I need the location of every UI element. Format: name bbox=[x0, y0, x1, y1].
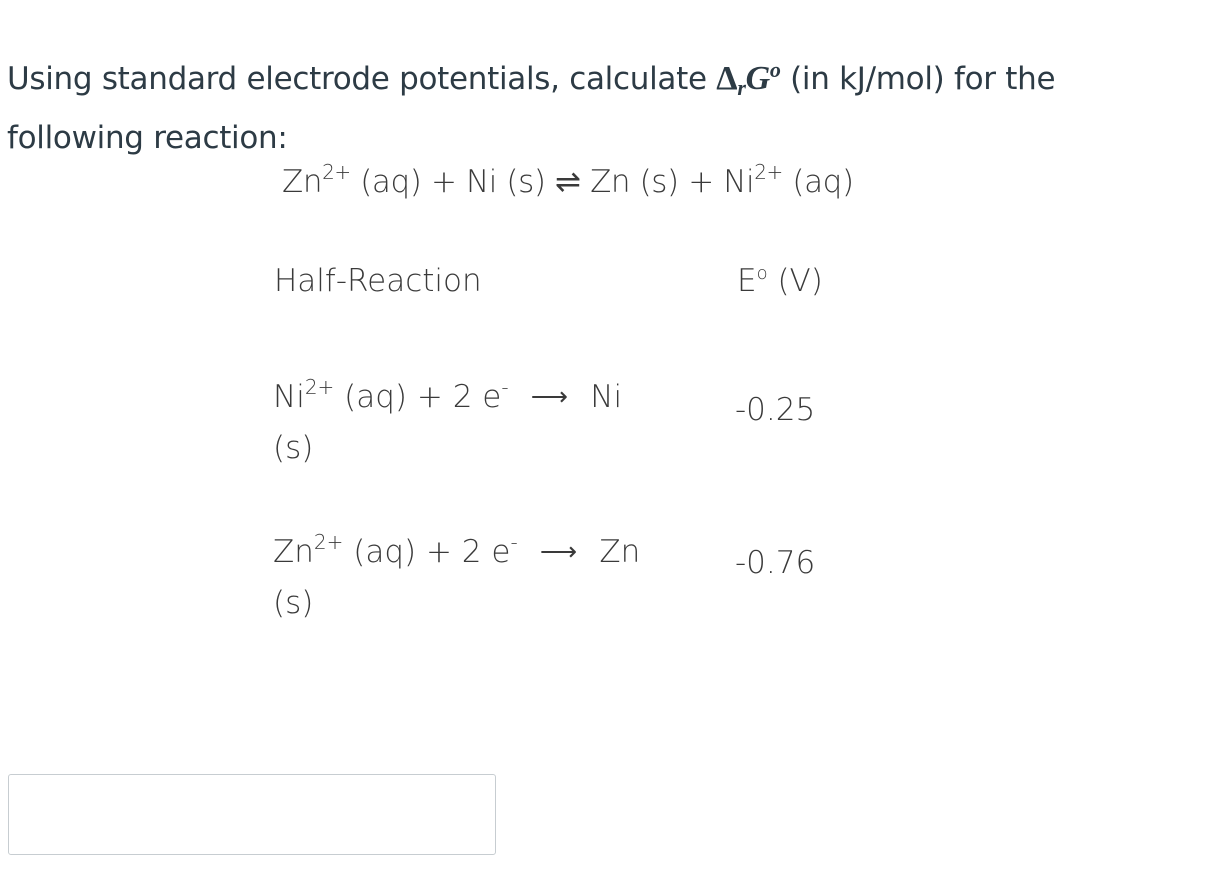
question-line2: following reaction: bbox=[7, 120, 288, 156]
overall-reaction: $Zn^{2+}$ (aq) + Ni (s) ⇌ Zn $(s) + Ni^{2+}$ (aq) bbox=[282, 160, 854, 200]
header-half-reaction: Half-Reaction bbox=[274, 263, 482, 299]
half-reaction-nickel: $Ni^{2+}$ (aq) + 2 e- ⟶ Ni (s) bbox=[273, 362, 673, 474]
arrow-right-icon: ⟶ bbox=[530, 382, 569, 412]
question-text bbox=[7, 44, 1187, 164]
arrow-right-icon: ⟶ bbox=[539, 537, 578, 567]
half-reaction-zinc: $Zn^{2+}$ (aq) + 2 e- ⟶ Zn (s) bbox=[273, 517, 673, 629]
question-prefix: Using standard electrode potentials, calculate bbox=[7, 61, 717, 97]
header-potential: $E^o$ (V) bbox=[737, 263, 823, 299]
answer-input[interactable] bbox=[8, 774, 496, 855]
potential-nickel: -0.25 bbox=[735, 392, 816, 428]
question-suffix: (in kJ/mol) for the bbox=[780, 61, 1056, 97]
potential-zinc: -0.76 bbox=[735, 545, 816, 581]
equilibrium-arrow-icon: ⇌ bbox=[555, 164, 581, 200]
delta-r-g-symbol: $\Delta_rG^o$ bbox=[716, 57, 781, 100]
